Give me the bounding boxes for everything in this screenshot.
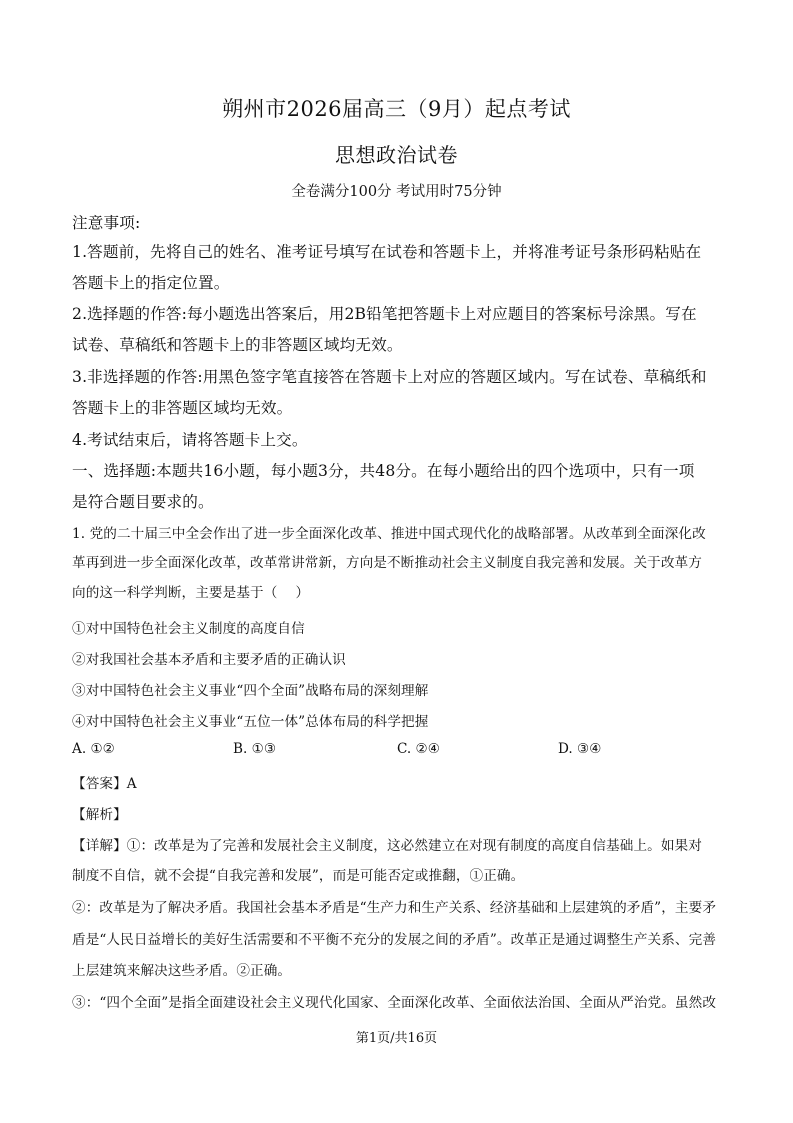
- page-number: 第1页/共16页: [355, 1031, 438, 1046]
- analysis-label: 【解析】: [72, 807, 127, 823]
- section-instruction-line-1: 一、选择题:本题共16小题，每小题3分，共48分。在每小题给出的四个选项中，只有一项: [72, 462, 695, 480]
- option-d: D. ③④: [558, 741, 602, 757]
- exam-subject: 思想政治试卷: [335, 143, 458, 167]
- detail-line-5: 上层建筑来解决这些矛盾。②正确。: [72, 963, 292, 979]
- note-3-line-2: 答题卡上的非答题区域均无效。: [72, 399, 293, 417]
- question-1-item-2: ②对我国社会基本矛盾和主要矛盾的正确认识: [72, 652, 346, 668]
- question-1-item-4: ④对中国特色社会主义事业“五位一体”总体布局的科学把握: [72, 714, 429, 730]
- detail-line-6: ③：“四个全面”是指全面建设社会主义现代化国家、全面深化改革、全面依法治国、全面从严治党。虽然改: [72, 995, 717, 1011]
- question-1-stem-line-2: 革再到进一步全面深化改革，改革常讲常新，方向是不断推动社会主义制度自我完善和发展。关于改革方: [72, 555, 702, 571]
- detail-line-3: ②：改革是为了解决矛盾。我国社会基本矛盾是“生产力和生产关系、经济基础和上层建筑的矛盾”，主要矛: [72, 900, 717, 916]
- answer-label: 【答案】A: [72, 776, 137, 792]
- detail-line-2: 制度不自信，就不会提“自我完善和发展”，而是可能否定或推翻，①正确。: [72, 868, 525, 884]
- option-c: C. ②④: [397, 741, 440, 757]
- exam-info: 全卷满分100分 考试用时75分钟: [291, 184, 502, 200]
- note-2-line-1: 2.选择题的作答:每小题选出答案后，用2B铅笔把答题卡上对应题目的答案标号涂黑。写在: [72, 305, 697, 323]
- note-1-line-1: 1.答题前，先将自己的姓名、准考证号填写在试卷和答题卡上，并将准考证号条形码粘贴在: [72, 243, 702, 261]
- question-1-item-1: ①对中国特色社会主义制度的高度自信: [72, 621, 305, 637]
- question-1-item-3: ③对中国特色社会主义事业“四个全面”战略布局的深刻理解: [72, 683, 429, 699]
- question-1-stem-line-1: 1. 党的二十届三中全会作出了进一步全面深化改革、推进中国式现代化的战略部署。从改革到全面深化改: [72, 526, 706, 542]
- exam-title: 朔州市2026届高三（9月）起点考试: [222, 97, 571, 121]
- notes-heading: 注意事项:: [72, 214, 141, 232]
- note-2-line-2: 试卷、草稿纸和答题卡上的非答题区域均无效。: [72, 336, 403, 354]
- detail-line-1: 【详解】①：改革是为了完善和发展社会主义制度，这必然建立在对现有制度的高度自信基础上。如果对: [72, 838, 702, 854]
- option-b: B. ①③: [233, 741, 277, 757]
- note-4: 4.考试结束后，请将答题卡上交。: [72, 431, 308, 449]
- question-1-stem-line-3: 向的这一科学判断，主要是基于（ ）: [72, 585, 310, 601]
- note-1-line-2: 答题卡上的指定位置。: [72, 274, 230, 292]
- section-instruction-line-2: 是符合题目要求的。: [72, 493, 214, 511]
- option-a: A. ①②: [72, 741, 115, 757]
- note-3-line-1: 3.非选择题的作答:用黑色签字笔直接答在答题卡上对应的答题区域内。写在试卷、草稿纸和: [72, 368, 707, 386]
- detail-line-4: 盾是“人民日益增长的美好生活需要和不平衡不充分的发展之间的矛盾”。改革正是通过调整生产关系、完善: [72, 932, 717, 948]
